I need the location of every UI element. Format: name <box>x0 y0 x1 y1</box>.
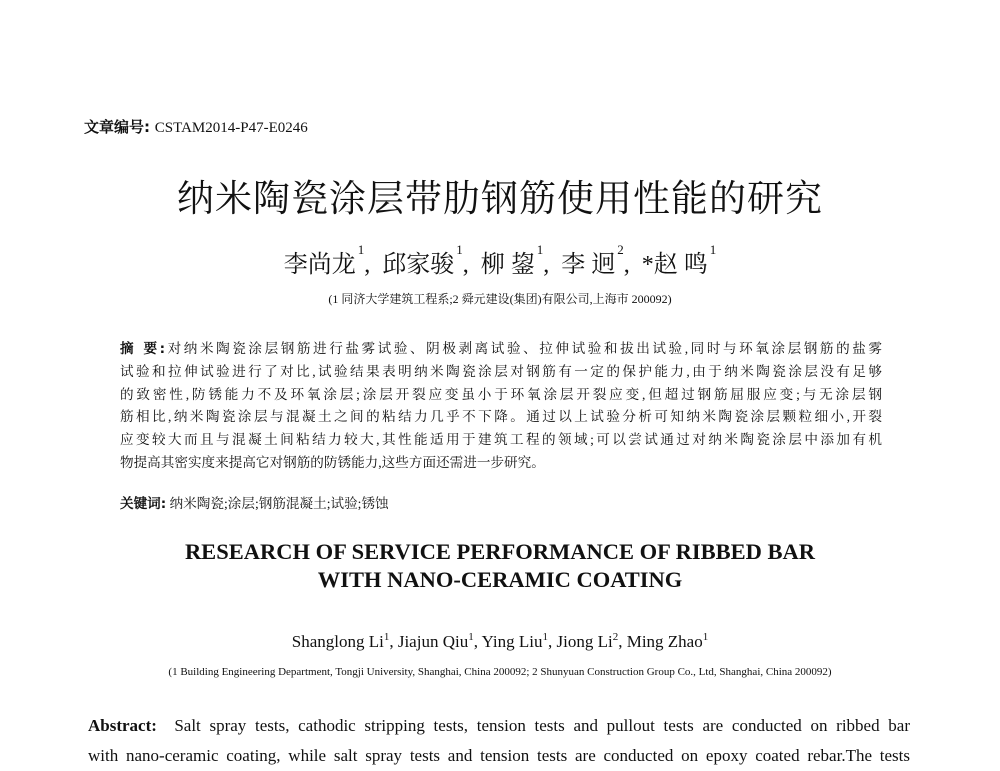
article-number-label: 文章编号: <box>84 118 150 136</box>
en-author: Jiong Li$^2$, <box>556 631 627 651</box>
abstract-line: 的致密性,防锈能力不及环氧涂层;涂层开裂应变虽小于环氧涂层开裂应变,但超过钢筋屈服应变;与无涂层钢 <box>120 386 882 402</box>
article-number-value: CSTAM2014-P47-E0246 <box>154 120 308 136</box>
abstract-line: with nano-ceramic coating, while salt spray tests and tension tests are conducted on epoxy coated rebar.The tests <box>88 746 910 765</box>
abstract-label: Abstract: <box>88 716 157 735</box>
article-number <box>84 116 308 137</box>
abstract-line: 摘 要:对纳米陶瓷涂层钢筋进行盐雾试验、阴极剥离试验、拉伸试验和拔出试验,同时与环氧涂层钢筋的盐雾 <box>120 341 882 357</box>
cn-author: 李尚龙$^1$, <box>283 242 371 278</box>
en-author: Ying Liu$^1$, <box>481 631 557 651</box>
cn-author: 柳 鋆$^1$, <box>480 242 550 278</box>
english-title-line: RESEARCH OF SERVICE PERFORMANCE OF RIBBED BAR <box>184 539 816 564</box>
keywords-value: 纳米陶瓷;涂层;钢筋混凝土;试验;锈蚀 <box>169 496 389 511</box>
abstract-label: 摘 要: <box>120 341 166 357</box>
en-author: Ming Zhao$^1$ <box>626 631 709 651</box>
abstract-line: 筋相比,纳米陶瓷涂层与混凝土之间的粘结力几乎不下降。通过以上试验分析可知纳米陶瓷涂层颗粒细小,开裂 <box>120 409 882 425</box>
keywords-label: 关键词: <box>120 496 167 512</box>
chinese-abstract <box>120 338 882 475</box>
english-title-line: WITH NANO-CERAMIC COATING <box>317 567 683 592</box>
en-author: Jiajun Qiu$^1$, <box>397 631 482 651</box>
chinese-authors <box>0 244 1000 279</box>
abstract-line: 试验和拉伸试验进行了对比,试验结果表明纳米陶瓷涂层对钢筋有一定的保护能力,由于纳米陶瓷涂层没有足够 <box>120 363 882 379</box>
chinese-keywords <box>120 492 389 512</box>
chinese-title: 纳米陶瓷涂层带肋钢筋使用性能的研究 <box>177 177 823 220</box>
cn-author: 李 迥$^2$, <box>561 242 630 278</box>
en-author: Shanglong Li$^1$, <box>291 631 398 651</box>
cn-author: *赵 鸣$^1$ <box>641 242 717 278</box>
chinese-affiliation: (1 同济大学建筑工程系;2 舜元建设(集团)有限公司,上海市 200092) <box>328 292 672 306</box>
english-affiliation: (1 Building Engineering Department, Tongji University, Shanghai, China 200092; 2 Shunyuan Construction Group Co., Ltd, Shanghai, China 200092) <box>168 666 832 678</box>
cn-author: 邱家骏$^1$, <box>382 242 469 278</box>
english-title <box>0 538 1000 594</box>
abstract-line: Abstract: Salt spray tests, cathodic stripping tests, tension tests and pullout tests are conducted on ribbed bar <box>88 716 910 735</box>
abstract-line: 应变较大而且与混凝土间粘结力较大,其性能适用于建筑工程的领域;可以尝试通过对纳米陶瓷涂层中添加有机 <box>120 432 882 448</box>
abstract-line: 物提高其密实度来提高它对钢筋的防锈能力,这些方面还需进一步研究。 <box>120 454 545 470</box>
english-abstract <box>88 711 910 771</box>
english-authors <box>0 632 1000 652</box>
